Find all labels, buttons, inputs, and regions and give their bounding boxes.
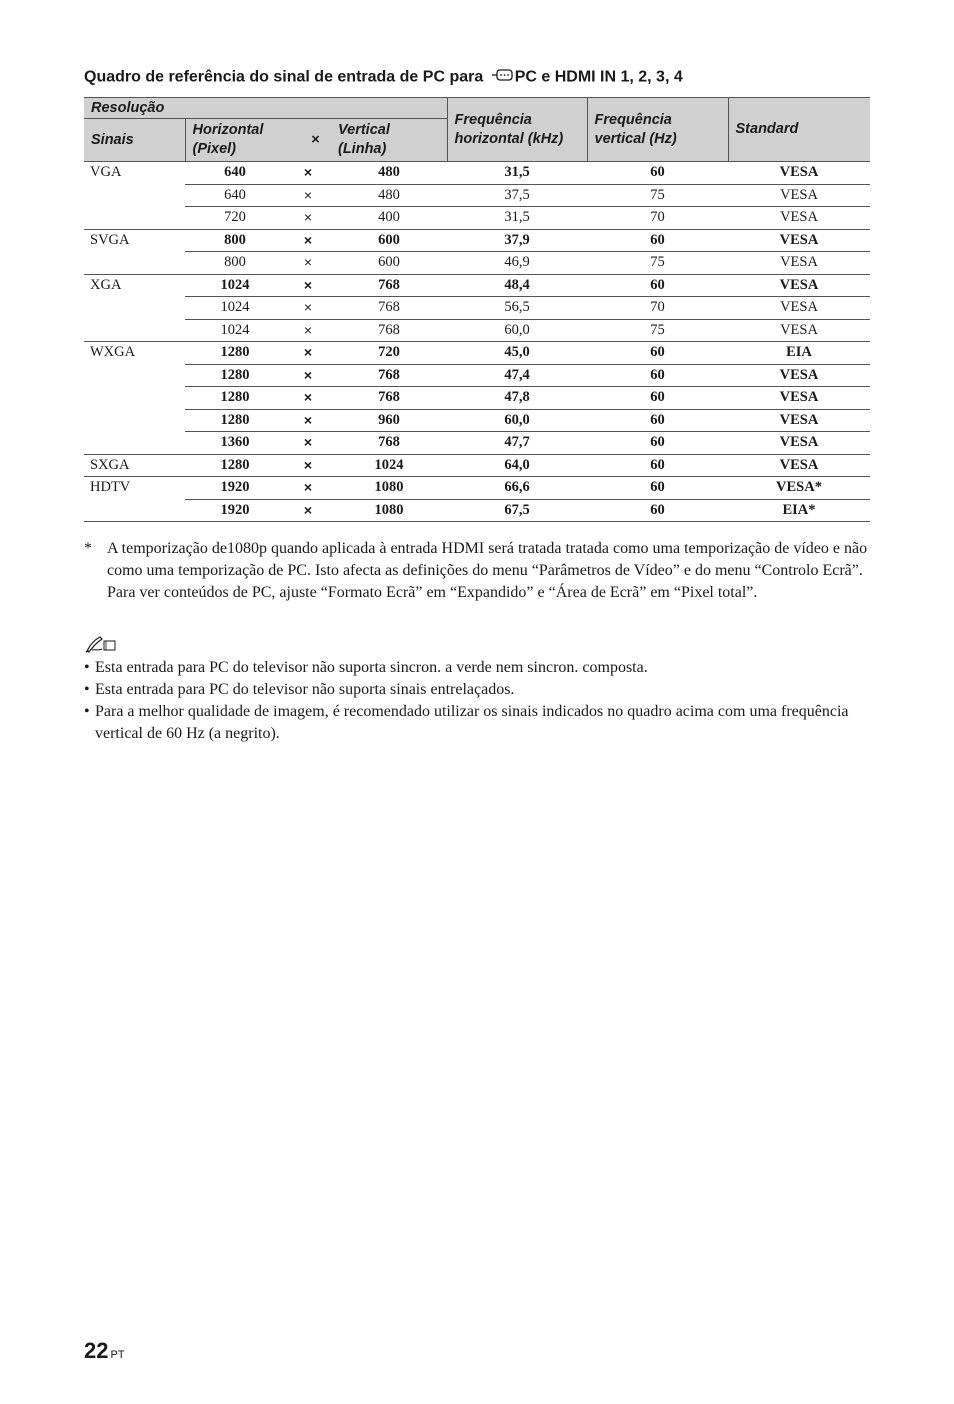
vertical-line: 768 bbox=[331, 387, 447, 410]
horizontal-pixel: 1024 bbox=[185, 297, 285, 320]
freq-vertical: 60 bbox=[587, 364, 728, 387]
horizontal-pixel: 1280 bbox=[185, 409, 285, 432]
vertical-line: 960 bbox=[331, 409, 447, 432]
freq-vertical: 60 bbox=[587, 274, 728, 297]
times-sign: × bbox=[285, 499, 331, 522]
times-sign: × bbox=[285, 409, 331, 432]
table-row bbox=[84, 409, 870, 432]
horizontal-pixel: 1280 bbox=[185, 342, 285, 365]
standard: EIA bbox=[728, 342, 870, 365]
horizontal-pixel: 640 bbox=[185, 162, 285, 185]
standard: VESA bbox=[728, 207, 870, 230]
times-sign: × bbox=[285, 252, 331, 275]
pencil-note-icon bbox=[84, 635, 118, 658]
freq-vertical: 60 bbox=[587, 162, 728, 185]
page-number-value: 22 bbox=[84, 1338, 109, 1363]
horizontal-pixel: 1920 bbox=[185, 477, 285, 500]
vertical-line: 768 bbox=[331, 274, 447, 297]
times-sign: × bbox=[285, 184, 331, 207]
header-freq-vertical: Frequência vertical (Hz) bbox=[587, 98, 728, 162]
heading-text-start: Quadro de referência do sinal de entrada de PC para bbox=[84, 68, 488, 86]
standard: VESA* bbox=[728, 477, 870, 500]
freq-vertical: 60 bbox=[587, 229, 728, 252]
vertical-line: 480 bbox=[331, 184, 447, 207]
times-sign: × bbox=[285, 207, 331, 230]
freq-vertical: 70 bbox=[587, 297, 728, 320]
table-row bbox=[84, 454, 870, 477]
footnote bbox=[84, 538, 870, 604]
freq-vertical: 60 bbox=[587, 432, 728, 455]
horizontal-pixel: 720 bbox=[185, 207, 285, 230]
freq-vertical: 60 bbox=[587, 499, 728, 522]
bullet: • bbox=[84, 681, 90, 698]
freq-vertical: 60 bbox=[587, 454, 728, 477]
table-row bbox=[84, 477, 870, 500]
standard: VESA bbox=[728, 252, 870, 275]
times-sign: × bbox=[285, 364, 331, 387]
footnote-marker: * bbox=[84, 540, 92, 557]
freq-horizontal: 66,6 bbox=[447, 477, 587, 500]
standard: EIA* bbox=[728, 499, 870, 522]
standard: VESA bbox=[728, 387, 870, 410]
vertical-line: 1080 bbox=[331, 499, 447, 522]
freq-horizontal: 47,7 bbox=[447, 432, 587, 455]
list-item bbox=[84, 679, 870, 701]
header-sinais: Sinais bbox=[84, 119, 185, 162]
freq-vertical: 75 bbox=[587, 184, 728, 207]
table-row bbox=[84, 297, 870, 320]
header-freq-horizontal: Frequência horizontal (kHz) bbox=[447, 98, 587, 162]
freq-vertical: 75 bbox=[587, 252, 728, 275]
vertical-line: 1080 bbox=[331, 477, 447, 500]
horizontal-pixel: 640 bbox=[185, 184, 285, 207]
signal-name: HDTV bbox=[84, 477, 185, 522]
vertical-line: 400 bbox=[331, 207, 447, 230]
pc-input-icon bbox=[492, 68, 514, 87]
table-row bbox=[84, 252, 870, 275]
freq-vertical: 75 bbox=[587, 319, 728, 342]
standard: VESA bbox=[728, 319, 870, 342]
header-horizontal: Horizontal (Pixel) bbox=[185, 119, 285, 162]
standard: VESA bbox=[728, 297, 870, 320]
freq-horizontal: 31,5 bbox=[447, 207, 587, 230]
freq-horizontal: 47,4 bbox=[447, 364, 587, 387]
footnote-text: A temporização de1080p quando aplicada à entrada HDMI será tratada tratada como uma temporização de vídeo e não como uma temporização de PC. Isto afecta as definições do menu “Parâmetros de Vídeo” e do menu “Controlo Ecrã”. bbox=[107, 540, 868, 579]
freq-horizontal: 47,8 bbox=[447, 387, 587, 410]
freq-vertical: 60 bbox=[587, 342, 728, 365]
header-resolucao: Resolução bbox=[84, 98, 447, 119]
vertical-line: 1024 bbox=[331, 454, 447, 477]
standard: VESA bbox=[728, 364, 870, 387]
note-text: Para a melhor qualidade de imagem, é recomendado utilizar os sinais indicados no quadro acima com uma frequência vertical de 60 Hz (a negrito). bbox=[95, 703, 849, 742]
table-row bbox=[84, 319, 870, 342]
header-times: × bbox=[285, 119, 331, 162]
standard: VESA bbox=[728, 274, 870, 297]
freq-vertical: 60 bbox=[587, 409, 728, 432]
table-row bbox=[84, 432, 870, 455]
standard: VESA bbox=[728, 184, 870, 207]
freq-horizontal: 31,5 bbox=[447, 162, 587, 185]
freq-horizontal: 56,5 bbox=[447, 297, 587, 320]
times-sign: × bbox=[285, 454, 331, 477]
horizontal-pixel: 1280 bbox=[185, 364, 285, 387]
note-text: Esta entrada para PC do televisor não suporta sinais entrelaçados. bbox=[95, 681, 515, 698]
table-row bbox=[84, 342, 870, 365]
freq-horizontal: 60,0 bbox=[447, 319, 587, 342]
table-row bbox=[84, 229, 870, 252]
horizontal-pixel: 1920 bbox=[185, 499, 285, 522]
horizontal-pixel: 1280 bbox=[185, 454, 285, 477]
freq-vertical: 60 bbox=[587, 387, 728, 410]
note-text: Esta entrada para PC do televisor não suporta sincron. a verde nem sincron. composta. bbox=[95, 659, 648, 676]
vertical-line: 768 bbox=[331, 432, 447, 455]
freq-horizontal: 37,9 bbox=[447, 229, 587, 252]
freq-horizontal: 46,9 bbox=[447, 252, 587, 275]
vertical-line: 768 bbox=[331, 297, 447, 320]
signal-name: WXGA bbox=[84, 342, 185, 455]
list-item bbox=[84, 657, 870, 679]
signal-name: SVGA bbox=[84, 229, 185, 274]
notes-list bbox=[84, 657, 870, 745]
horizontal-pixel: 1360 bbox=[185, 432, 285, 455]
times-sign: × bbox=[285, 387, 331, 410]
times-sign: × bbox=[285, 342, 331, 365]
table-row bbox=[84, 274, 870, 297]
times-sign: × bbox=[285, 432, 331, 455]
times-sign: × bbox=[285, 297, 331, 320]
header-standard: Standard bbox=[728, 98, 870, 162]
list-item bbox=[84, 701, 870, 745]
signal-name: XGA bbox=[84, 274, 185, 342]
freq-vertical: 60 bbox=[587, 477, 728, 500]
signal-name: VGA bbox=[84, 162, 185, 230]
times-sign: × bbox=[285, 319, 331, 342]
vertical-line: 480 bbox=[331, 162, 447, 185]
vertical-line: 768 bbox=[331, 319, 447, 342]
freq-horizontal: 67,5 bbox=[447, 499, 587, 522]
heading-text-end: PC e HDMI IN 1, 2, 3, 4 bbox=[514, 68, 683, 86]
freq-horizontal: 60,0 bbox=[447, 409, 587, 432]
bullet: • bbox=[84, 659, 90, 676]
table-row bbox=[84, 207, 870, 230]
pc-signal-reference-table bbox=[84, 97, 870, 522]
standard: VESA bbox=[728, 454, 870, 477]
times-sign: × bbox=[285, 229, 331, 252]
horizontal-pixel: 1024 bbox=[185, 319, 285, 342]
vertical-line: 768 bbox=[331, 364, 447, 387]
table-row bbox=[84, 499, 870, 522]
standard: VESA bbox=[728, 432, 870, 455]
footnote-text-2: Para ver conteúdos de PC, ajuste “Formato Ecrã” em “Expandido” e “Área de Ecrã” em “Pixel total”. bbox=[107, 584, 758, 601]
freq-horizontal: 37,5 bbox=[447, 184, 587, 207]
freq-horizontal: 64,0 bbox=[447, 454, 587, 477]
vertical-line: 600 bbox=[331, 252, 447, 275]
horizontal-pixel: 800 bbox=[185, 252, 285, 275]
vertical-line: 600 bbox=[331, 229, 447, 252]
standard: VESA bbox=[728, 409, 870, 432]
horizontal-pixel: 1024 bbox=[185, 274, 285, 297]
page-language: PT bbox=[110, 1349, 125, 1361]
table-row bbox=[84, 184, 870, 207]
times-sign: × bbox=[285, 274, 331, 297]
freq-horizontal: 45,0 bbox=[447, 342, 587, 365]
horizontal-pixel: 800 bbox=[185, 229, 285, 252]
table-row bbox=[84, 387, 870, 410]
standard: VESA bbox=[728, 162, 870, 185]
table-row bbox=[84, 364, 870, 387]
page-heading bbox=[84, 68, 884, 87]
table-body bbox=[84, 162, 870, 522]
standard: VESA bbox=[728, 229, 870, 252]
times-sign: × bbox=[285, 477, 331, 500]
signal-name: SXGA bbox=[84, 454, 185, 477]
table-row bbox=[84, 162, 870, 185]
freq-vertical: 70 bbox=[587, 207, 728, 230]
horizontal-pixel: 1280 bbox=[185, 387, 285, 410]
bullet: • bbox=[84, 703, 90, 720]
times-sign: × bbox=[285, 162, 331, 185]
vertical-line: 720 bbox=[331, 342, 447, 365]
header-vertical: Vertical (Linha) bbox=[331, 119, 447, 162]
freq-horizontal: 48,4 bbox=[447, 274, 587, 297]
page-number bbox=[84, 1338, 125, 1364]
